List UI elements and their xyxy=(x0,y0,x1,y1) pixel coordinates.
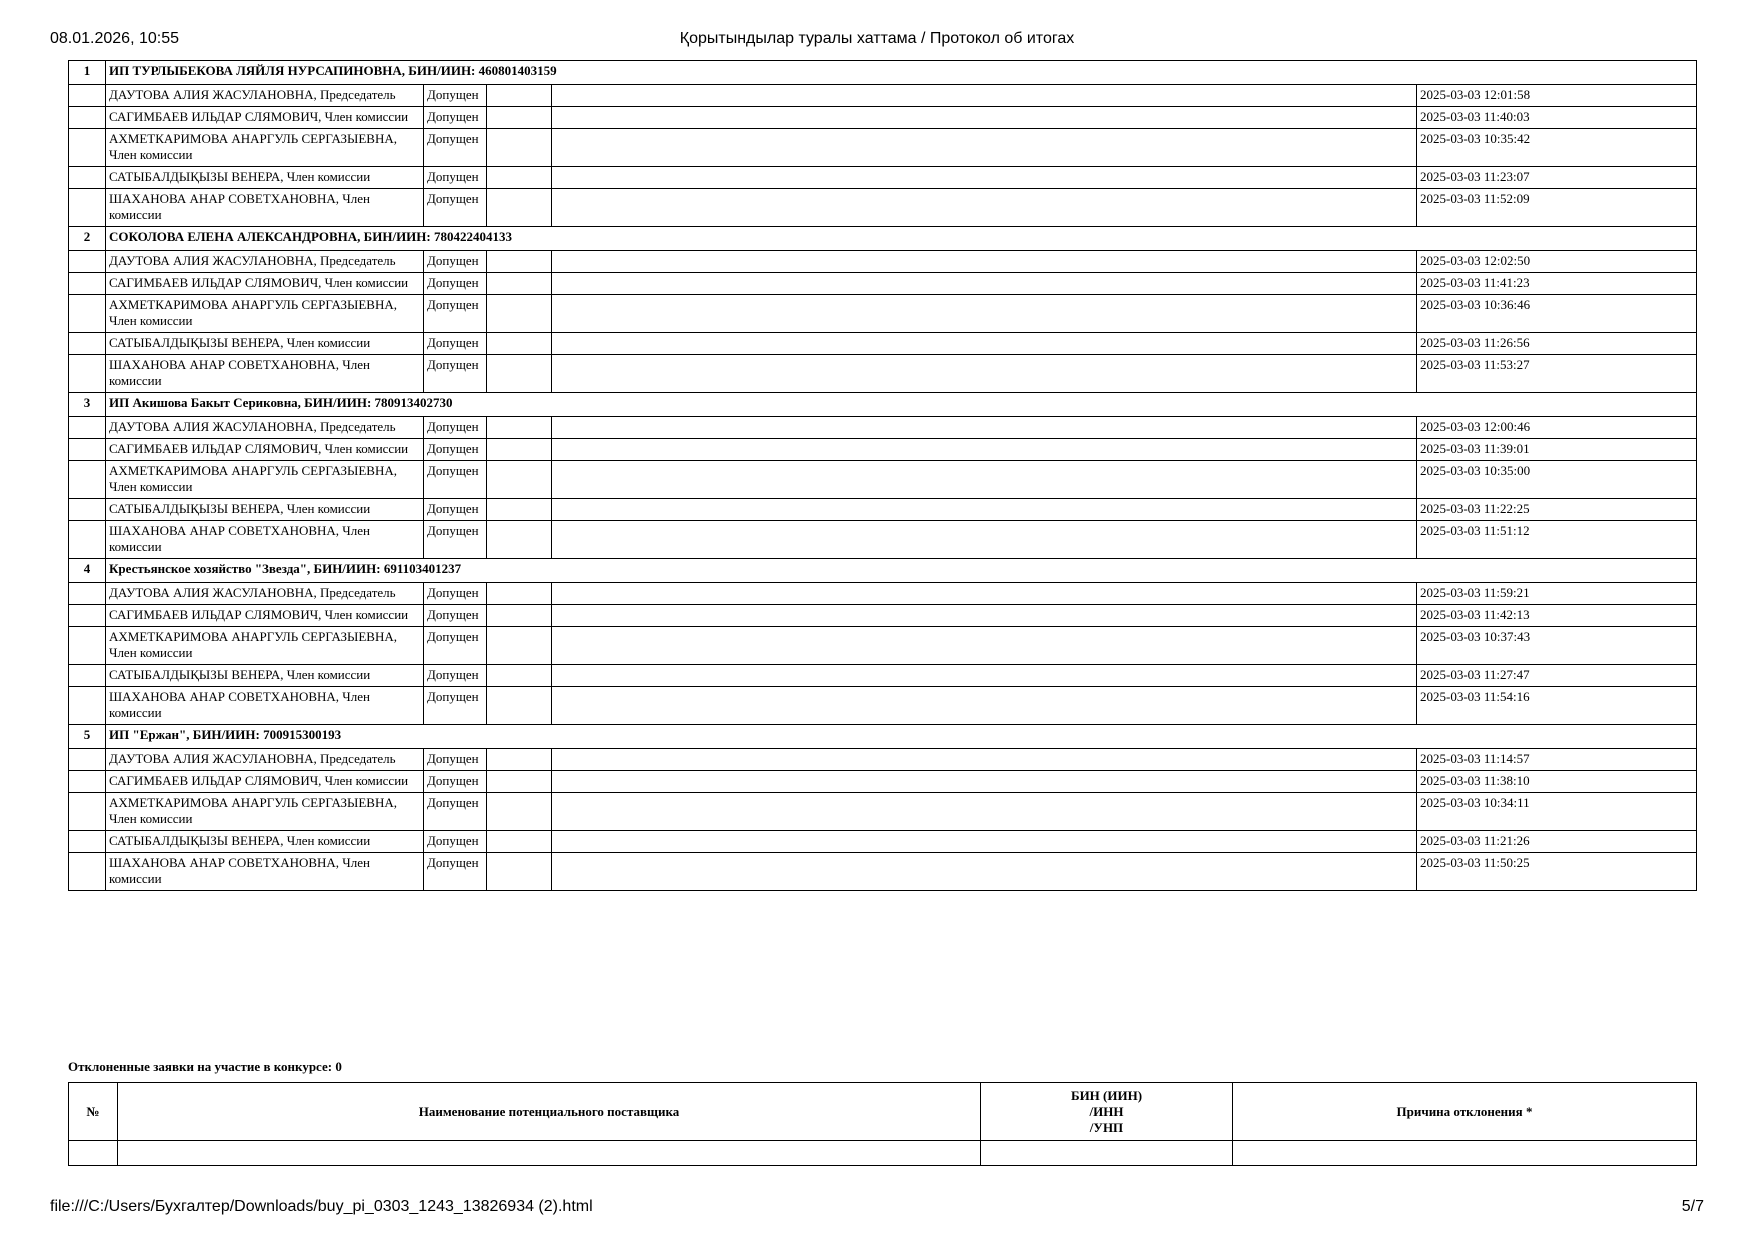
empty-cell xyxy=(487,333,552,355)
empty-cell xyxy=(487,499,552,521)
empty-cell xyxy=(69,461,106,499)
member-timestamp: 2025-03-03 10:36:46 xyxy=(1417,295,1697,333)
supplier-row xyxy=(69,61,1697,85)
empty-cell xyxy=(69,167,106,189)
member-row xyxy=(69,583,1697,605)
member-name: САГИМБАЕВ ИЛЬДАР СЛЯМОВИЧ, Член комиссии xyxy=(106,605,424,627)
rejected-title: Отклоненные заявки на участие в конкурсе: 0 xyxy=(68,1059,342,1074)
member-name: САТЫБАЛДЫҚЫЗЫ ВЕНЕРА, Член комиссии xyxy=(106,665,424,687)
empty-cell xyxy=(69,605,106,627)
member-status: Допущен xyxy=(424,771,487,793)
member-row xyxy=(69,853,1697,891)
member-name: ШАХАНОВА АНАР СОВЕТХАНОВНА, Член комиссии xyxy=(106,687,424,725)
empty-cell xyxy=(552,167,1417,189)
member-name: ШАХАНОВА АНАР СОВЕТХАНОВНА, Член комиссии xyxy=(106,189,424,227)
empty-cell xyxy=(487,687,552,725)
member-timestamp: 2025-03-03 11:27:47 xyxy=(1417,665,1697,687)
empty-cell xyxy=(69,687,106,725)
member-status: Допущен xyxy=(424,605,487,627)
member-row xyxy=(69,499,1697,521)
supplier-title: ИП Акишова Бакыт Сериковна, БИН/ИИН: 780913402730 xyxy=(106,393,1697,417)
member-row xyxy=(69,461,1697,499)
empty-cell xyxy=(552,107,1417,129)
member-status: Допущен xyxy=(424,831,487,853)
member-row xyxy=(69,273,1697,295)
empty-cell xyxy=(487,831,552,853)
empty-cell xyxy=(552,333,1417,355)
member-name: ШАХАНОВА АНАР СОВЕТХАНОВНА, Член комиссии xyxy=(106,355,424,393)
empty-cell xyxy=(552,251,1417,273)
member-row xyxy=(69,439,1697,461)
empty-cell xyxy=(69,251,106,273)
file-path: file:///C:/Users/Бухгалтер/Downloads/buy_pi_0303_1243_13826934 (2).html xyxy=(50,1198,593,1215)
empty-cell xyxy=(552,771,1417,793)
member-status: Допущен xyxy=(424,461,487,499)
member-status: Допущен xyxy=(424,417,487,439)
empty-cell xyxy=(487,853,552,891)
empty-cell xyxy=(552,605,1417,627)
member-status: Допущен xyxy=(424,107,487,129)
empty-cell xyxy=(552,129,1417,167)
empty-cell xyxy=(69,771,106,793)
member-timestamp: 2025-03-03 11:50:25 xyxy=(1417,853,1697,891)
member-row xyxy=(69,771,1697,793)
empty-cell xyxy=(487,273,552,295)
page-number: 5/7 xyxy=(1681,1198,1704,1215)
member-row xyxy=(69,295,1697,333)
supplier-number: 5 xyxy=(69,725,106,749)
member-row xyxy=(69,627,1697,665)
member-timestamp: 2025-03-03 11:39:01 xyxy=(1417,439,1697,461)
member-row xyxy=(69,333,1697,355)
empty-cell xyxy=(552,499,1417,521)
member-timestamp: 2025-03-03 10:35:00 xyxy=(1417,461,1697,499)
member-row xyxy=(69,665,1697,687)
member-timestamp: 2025-03-03 11:22:25 xyxy=(1417,499,1697,521)
rejected-applications-table xyxy=(68,1082,1697,1166)
col-number: № xyxy=(69,1083,118,1141)
col-supplier-name: Наименование потенциального поставщика xyxy=(118,1083,981,1141)
member-name: САГИМБАЕВ ИЛЬДАР СЛЯМОВИЧ, Член комиссии xyxy=(106,439,424,461)
supplier-number: 2 xyxy=(69,227,106,251)
member-row xyxy=(69,687,1697,725)
empty-cell xyxy=(487,583,552,605)
empty-cell xyxy=(69,521,106,559)
empty-cell xyxy=(552,853,1417,891)
member-row xyxy=(69,355,1697,393)
member-row xyxy=(69,107,1697,129)
member-timestamp: 2025-03-03 10:34:11 xyxy=(1417,793,1697,831)
empty-cell xyxy=(118,1141,981,1166)
empty-cell xyxy=(69,273,106,295)
supplier-number: 1 xyxy=(69,61,106,85)
empty-cell xyxy=(69,189,106,227)
member-status: Допущен xyxy=(424,853,487,891)
member-timestamp: 2025-03-03 10:37:43 xyxy=(1417,627,1697,665)
empty-cell xyxy=(552,627,1417,665)
member-row xyxy=(69,85,1697,107)
member-name: АХМЕТКАРИМОВА АНАРГУЛЬ СЕРГАЗЫЕВНА, Член комиссии xyxy=(106,129,424,167)
col-bin: БИН (ИИН) /ИНН /УНП xyxy=(981,1083,1233,1141)
member-name: ДАУТОВА АЛИЯ ЖАСУЛАНОВНА, Председатель xyxy=(106,583,424,605)
member-timestamp: 2025-03-03 11:40:03 xyxy=(1417,107,1697,129)
supplier-row xyxy=(69,725,1697,749)
empty-cell xyxy=(69,417,106,439)
rejected-empty-row xyxy=(69,1141,1697,1166)
member-name: САГИМБАЕВ ИЛЬДАР СЛЯМОВИЧ, Член комиссии xyxy=(106,273,424,295)
member-name: САТЫБАЛДЫҚЫЗЫ ВЕНЕРА, Член комиссии xyxy=(106,499,424,521)
member-name: ДАУТОВА АЛИЯ ЖАСУЛАНОВНА, Председатель xyxy=(106,417,424,439)
empty-cell xyxy=(552,665,1417,687)
member-name: АХМЕТКАРИМОВА АНАРГУЛЬ СЕРГАЗЫЕВНА, Член комиссии xyxy=(106,627,424,665)
empty-cell xyxy=(552,687,1417,725)
empty-cell xyxy=(487,189,552,227)
member-timestamp: 2025-03-03 11:21:26 xyxy=(1417,831,1697,853)
member-status: Допущен xyxy=(424,129,487,167)
empty-cell xyxy=(487,771,552,793)
supplier-title: Крестьянское хозяйство "Звезда", БИН/ИИН: 691103401237 xyxy=(106,559,1697,583)
member-timestamp: 2025-03-03 11:54:16 xyxy=(1417,687,1697,725)
supplier-number: 4 xyxy=(69,559,106,583)
member-timestamp: 2025-03-03 10:35:42 xyxy=(1417,129,1697,167)
empty-cell xyxy=(487,461,552,499)
member-timestamp: 2025-03-03 11:52:09 xyxy=(1417,189,1697,227)
member-row xyxy=(69,189,1697,227)
empty-cell xyxy=(552,583,1417,605)
member-name: САГИМБАЕВ ИЛЬДАР СЛЯМОВИЧ, Член комиссии xyxy=(106,107,424,129)
document-title: Қорытындылар туралы хаттама / Протокол об итогах xyxy=(679,30,1075,47)
member-name: САТЫБАЛДЫҚЫЗЫ ВЕНЕРА, Член комиссии xyxy=(106,167,424,189)
member-status: Допущен xyxy=(424,85,487,107)
empty-cell xyxy=(552,439,1417,461)
member-name: ДАУТОВА АЛИЯ ЖАСУЛАНОВНА, Председатель xyxy=(106,85,424,107)
member-name: САГИМБАЕВ ИЛЬДАР СЛЯМОВИЧ, Член комиссии xyxy=(106,771,424,793)
empty-cell xyxy=(69,627,106,665)
col-reason: Причина отклонения * xyxy=(1233,1083,1697,1141)
empty-cell xyxy=(487,665,552,687)
member-timestamp: 2025-03-03 11:38:10 xyxy=(1417,771,1697,793)
member-timestamp: 2025-03-03 12:00:46 xyxy=(1417,417,1697,439)
member-timestamp: 2025-03-03 11:59:21 xyxy=(1417,583,1697,605)
member-status: Допущен xyxy=(424,251,487,273)
member-status: Допущен xyxy=(424,583,487,605)
member-status: Допущен xyxy=(424,749,487,771)
empty-cell xyxy=(69,129,106,167)
member-row xyxy=(69,605,1697,627)
member-status: Допущен xyxy=(424,295,487,333)
member-timestamp: 2025-03-03 11:42:13 xyxy=(1417,605,1697,627)
empty-cell xyxy=(69,107,106,129)
empty-cell xyxy=(487,521,552,559)
empty-cell xyxy=(552,793,1417,831)
empty-cell xyxy=(69,499,106,521)
empty-cell xyxy=(69,749,106,771)
member-timestamp: 2025-03-03 11:51:12 xyxy=(1417,521,1697,559)
empty-cell xyxy=(552,417,1417,439)
empty-cell xyxy=(552,189,1417,227)
empty-cell xyxy=(552,521,1417,559)
member-status: Допущен xyxy=(424,499,487,521)
empty-cell xyxy=(552,355,1417,393)
supplier-title: ИП "Ержан", БИН/ИИН: 700915300193 xyxy=(106,725,1697,749)
empty-cell xyxy=(487,417,552,439)
empty-cell xyxy=(487,167,552,189)
print-header xyxy=(50,30,1704,52)
empty-cell xyxy=(487,355,552,393)
member-row xyxy=(69,521,1697,559)
empty-cell xyxy=(69,583,106,605)
member-row xyxy=(69,749,1697,771)
empty-cell xyxy=(69,85,106,107)
empty-cell xyxy=(487,749,552,771)
member-status: Допущен xyxy=(424,333,487,355)
member-name: АХМЕТКАРИМОВА АНАРГУЛЬ СЕРГАЗЫЕВНА, Член комиссии xyxy=(106,295,424,333)
member-name: ШАХАНОВА АНАР СОВЕТХАНОВНА, Член комиссии xyxy=(106,521,424,559)
member-row xyxy=(69,417,1697,439)
empty-cell xyxy=(487,107,552,129)
empty-cell xyxy=(69,665,106,687)
empty-cell xyxy=(69,853,106,891)
member-timestamp: 2025-03-03 12:02:50 xyxy=(1417,251,1697,273)
empty-cell xyxy=(69,333,106,355)
member-status: Допущен xyxy=(424,273,487,295)
empty-cell xyxy=(552,273,1417,295)
member-timestamp: 2025-03-03 11:53:27 xyxy=(1417,355,1697,393)
member-name: ШАХАНОВА АНАР СОВЕТХАНОВНА, Член комиссии xyxy=(106,853,424,891)
empty-cell xyxy=(1233,1141,1697,1166)
supplier-title: СОКОЛОВА ЕЛЕНА АЛЕКСАНДРОВНА, БИН/ИИН: 780422404133 xyxy=(106,227,1697,251)
empty-cell xyxy=(487,627,552,665)
print-footer xyxy=(50,1198,1704,1220)
member-status: Допущен xyxy=(424,687,487,725)
member-status: Допущен xyxy=(424,521,487,559)
member-status: Допущен xyxy=(424,627,487,665)
supplier-title: ИП ТУРЛЫБЕКОВА ЛЯЙЛЯ НУРСАПИНОВНА, БИН/ИИН: 460801403159 xyxy=(106,61,1697,85)
empty-cell xyxy=(487,129,552,167)
member-status: Допущен xyxy=(424,167,487,189)
empty-cell xyxy=(981,1141,1233,1166)
member-timestamp: 2025-03-03 11:23:07 xyxy=(1417,167,1697,189)
admitted-applications-table xyxy=(68,60,1697,891)
member-timestamp: 2025-03-03 11:26:56 xyxy=(1417,333,1697,355)
member-status: Допущен xyxy=(424,665,487,687)
empty-cell xyxy=(487,439,552,461)
member-timestamp: 2025-03-03 12:01:58 xyxy=(1417,85,1697,107)
member-row xyxy=(69,831,1697,853)
member-timestamp: 2025-03-03 11:14:57 xyxy=(1417,749,1697,771)
member-row xyxy=(69,167,1697,189)
empty-cell xyxy=(69,793,106,831)
empty-cell xyxy=(487,85,552,107)
empty-cell xyxy=(552,461,1417,499)
supplier-row xyxy=(69,559,1697,583)
empty-cell xyxy=(69,1141,118,1166)
empty-cell xyxy=(487,295,552,333)
member-name: АХМЕТКАРИМОВА АНАРГУЛЬ СЕРГАЗЫЕВНА, Член комиссии xyxy=(106,461,424,499)
empty-cell xyxy=(487,605,552,627)
empty-cell xyxy=(487,251,552,273)
member-row xyxy=(69,793,1697,831)
member-row xyxy=(69,129,1697,167)
member-status: Допущен xyxy=(424,793,487,831)
supplier-row xyxy=(69,227,1697,251)
member-timestamp: 2025-03-03 11:41:23 xyxy=(1417,273,1697,295)
empty-cell xyxy=(552,831,1417,853)
member-name: САТЫБАЛДЫҚЫЗЫ ВЕНЕРА, Член комиссии xyxy=(106,333,424,355)
rejected-header-row xyxy=(69,1083,1697,1141)
member-status: Допущен xyxy=(424,189,487,227)
member-name: ДАУТОВА АЛИЯ ЖАСУЛАНОВНА, Председатель xyxy=(106,251,424,273)
print-datetime: 08.01.2026, 10:55 xyxy=(50,30,180,47)
empty-cell xyxy=(552,749,1417,771)
member-name: САТЫБАЛДЫҚЫЗЫ ВЕНЕРА, Член комиссии xyxy=(106,831,424,853)
empty-cell xyxy=(552,295,1417,333)
empty-cell xyxy=(69,355,106,393)
supplier-number: 3 xyxy=(69,393,106,417)
empty-cell xyxy=(487,793,552,831)
member-name: АХМЕТКАРИМОВА АНАРГУЛЬ СЕРГАЗЫЕВНА, Член комиссии xyxy=(106,793,424,831)
member-status: Допущен xyxy=(424,439,487,461)
empty-cell xyxy=(552,85,1417,107)
member-row xyxy=(69,251,1697,273)
member-name: ДАУТОВА АЛИЯ ЖАСУЛАНОВНА, Председатель xyxy=(106,749,424,771)
empty-cell xyxy=(69,295,106,333)
empty-cell xyxy=(69,439,106,461)
supplier-row xyxy=(69,393,1697,417)
member-status: Допущен xyxy=(424,355,487,393)
empty-cell xyxy=(69,831,106,853)
